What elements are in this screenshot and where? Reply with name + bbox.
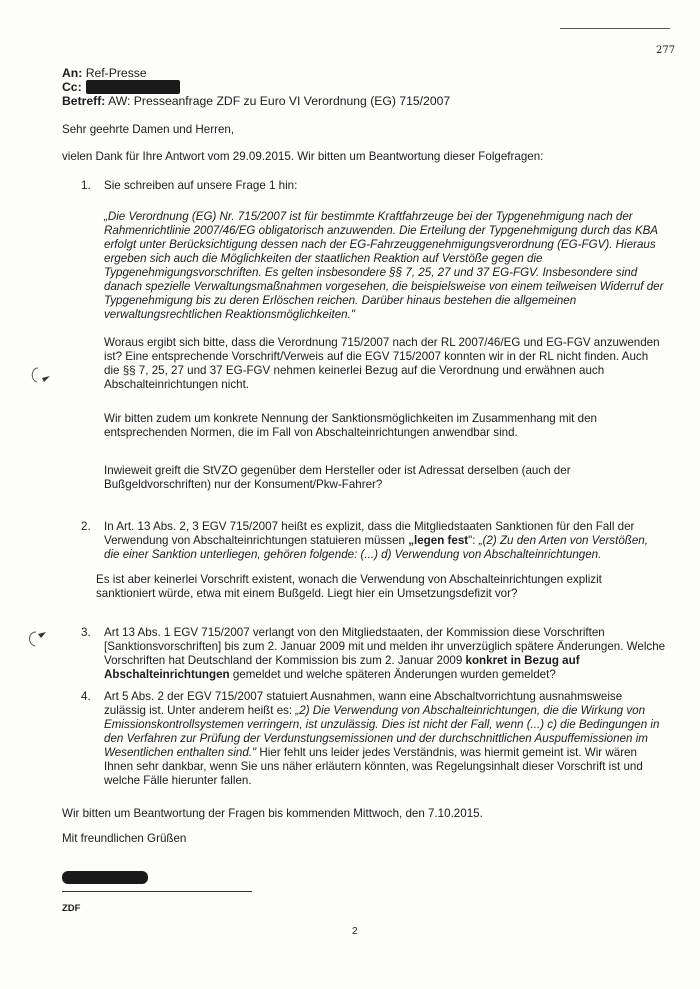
q2-line-part: ": [468,534,479,547]
q1-quote [104,210,664,322]
cc-label: Cc: [62,80,82,94]
greeting: Mit freundlichen Grüßen [62,832,187,845]
q4-line-part: Hier fehlt uns leider jedes Verständnis, was hiermit gemeint ist. Wir wären [256,746,637,759]
q4-line: Emissionskontrollsystemen verringern, ist unzulässig. Dies ist nicht der Fall, wenn (...) c) die Bedingungen in [104,718,660,731]
signature-line [62,891,252,892]
q1-para1-line: Abschalteinrichtungen nicht. [104,378,250,391]
q1-para1-line: ist? Eine entsprechende Vorschrift/Verweis auf die EGV 715/2007 konnten wir in der RL nicht finden. Auch [104,350,649,363]
signature-org: ZDF [62,903,81,914]
q1-quote-line: verwaltungsrechtlichen Reaktionsmöglichkeiten." [104,308,355,321]
q1-quote-line: Typgenehmigung bis zu deren Erlöschen reichen. Darüber hinaus bestehen die allgemeinen [104,294,577,307]
q1-para3 [104,464,571,492]
q3-line-part: gemeldet und welche späteren Änderungen wurden gemeldet? [229,668,556,681]
subject-label: Betreff: [62,94,106,108]
to-value: Ref-Presse [85,66,147,80]
q3-line [104,668,665,682]
q1-lead: Sie schreiben auf unsere Frage 1 hin: [104,179,298,192]
q1-para1-line: Woraus ergibt sich bitte, dass die Verordnung 715/2007 nach der RL 2007/46/EG und EG-FGV anzuwenden [104,336,660,349]
q3-body [104,626,665,682]
q1-para1 [104,336,660,392]
q2-line [104,534,648,548]
q3-number: 3. [81,626,91,639]
footer-page-number: 2 [352,926,358,937]
closing: Wir bitten um Beantwortung der Fragen bis kommenden Mittwoch, den 7.10.2015. [62,807,483,820]
to-label: An: [62,66,83,80]
q1-quote-line: Rahmenrichtlinie 2007/46/EG obligatorisch anzuwenden. Die Erteilung der Typgenehmigung durch das KBA [104,224,659,237]
q4-line-quote: Wesentlichen enthalten sind." [104,746,257,759]
q4-line [104,704,659,718]
q2-line: In Art. 13 Abs. 2, 3 EGV 715/2007 heißt es explizit, dass die Mitgliedstaaten Sanktionen für den Fall der [104,520,635,533]
header-subject [62,94,450,109]
q2-followup [96,573,602,601]
q3-line-part: Vorschriften hat Deutschland der Kommission bis zum 2. Januar 2009 [104,654,466,667]
q2-followup-line: Es ist aber keinerlei Vorschrift existent, wonach die Verwendung von Abschalteinrichtungen explizit [96,573,602,586]
q1-para2 [104,412,597,440]
q3-emphasis: Abschalteinrichtungen [104,668,230,681]
punch-hole-mark [24,628,50,650]
q2-legen-fest: „legen fest [408,534,469,547]
q3-line: [Sanktionsvorschriften] bis zum 2. Januar 2009 mit und melden ihr unverzüglich spätere Änderungen. Welche [104,640,666,653]
q4-number: 4. [81,690,91,703]
q4-line [104,746,659,760]
top-rule [560,28,670,29]
q1-para2-line: entsprechenden Normen, die im Fall von Abschalteinrichtungen anwendbar sind. [104,426,518,439]
q2-followup-line: sanktioniert würde, etwa mit einem Bußgeld. Liegt hier ein Umsetzungsdefizit vor? [96,587,518,600]
q4-line: Art 5 Abs. 2 der EGV 715/2007 statuiert Ausnahmen, wann eine Abschaltvorrichtung ausnahmsweise [104,690,623,703]
q1-quote-line: danach spezielle Verwaltungsmaßnahmen vorgesehen, die beispielsweise von einem teilweisen Widerruf der [104,280,664,293]
q2-line-quote: „(2) Zu den Arten von Verstößen, [478,534,648,547]
q2-line-part: Verwendung von Abschalteinrichtungen statuieren müssen [104,534,409,547]
q4-line: den Verfahren zur Prüfung der Verdunstungsemissionen und der durchschnittlichen Auspuffemissionen im [104,732,648,745]
q2-body [104,520,648,562]
q4-line-quote: „2) Die Verwendung von Abschalteinrichtungen, die die Wirkung von [295,704,646,717]
q4-line: welche Fälle hierunter fallen. [104,774,252,787]
punch-hole-mark [28,366,54,386]
q1-para3-line: Inwieweit greift die StVZO gegenüber dem Hersteller oder ist Adressat derselben (auch der [104,464,571,477]
q1-quote-line: Typgenehmigungsvorschriften. Es gelten insbesondere §§ 7, 25, 27 und 37 EG-FGV. Insbesondere sind [104,266,638,279]
q2-line: die einer Sanktion unterliegen, gehören folgende: (...) d) Verwendung von Abschalteinrichtungen. [104,548,602,561]
q1-quote-line: „Die Verordnung (EG) Nr. 715/2007 ist für bestimmte Kraftfahrzeuge bei der Typgenehmigung nach der [104,210,633,223]
salutation: Sehr geehrte Damen und Herren, [62,123,235,136]
intro: vielen Dank für Ihre Antwort vom 29.09.2015. Wir bitten um Beantwortung dieser Folgefragen: [62,150,544,163]
q1-para2-line: Wir bitten zudem um konkrete Nennung der Sanktionsmöglichkeiten im Zusammenhang mit den [104,412,597,425]
q3-line: Art 13 Abs. 1 EGV 715/2007 verlangt von den Mitgliedstaaten, der Kommission diese Vorschriften [104,626,605,639]
signature-redaction [62,871,148,884]
q1-para1-line: die §§ 7, 25, 27 und 37 EG-FGV nehmen keinerlei Bezug auf die Verordnung und erwähnen auch [104,364,605,377]
q4-body [104,690,659,788]
q3-emphasis: konkret in Bezug auf [465,654,580,667]
q3-line [104,654,665,668]
q4-line-part: zulässig ist. Unter anderem heißt es: [104,704,296,717]
q4-line: Ihnen sehr dankbar, wenn Sie uns näher erläutern könnten, was Regelungsinhalt dieser Vorschrift ist und [104,760,643,773]
q2-number: 2. [81,520,91,533]
header-to [62,66,147,81]
subject-value: AW: Presseanfrage ZDF zu Euro VI Verordnung (EG) 715/2007 [108,94,451,108]
q1-para3-line: Bußgeldvorschriften) nur der Konsument/Pkw-Fahrer? [104,478,383,491]
corner-page-number: 277 [656,45,676,56]
q1-number: 1. [81,179,91,192]
q1-quote-line: ergeben sich auch die Möglichkeiten der staatlichen Reaktion auf Verstöße gegen die [104,252,543,265]
q1-quote-line: erfolgt unter Berücksichtigung dessen nach der EG-Fahrzeuggenehmigungsverordnung (EG-FGV). Hieraus [104,238,656,251]
cc-redaction [86,80,180,94]
header-cc [62,80,82,95]
